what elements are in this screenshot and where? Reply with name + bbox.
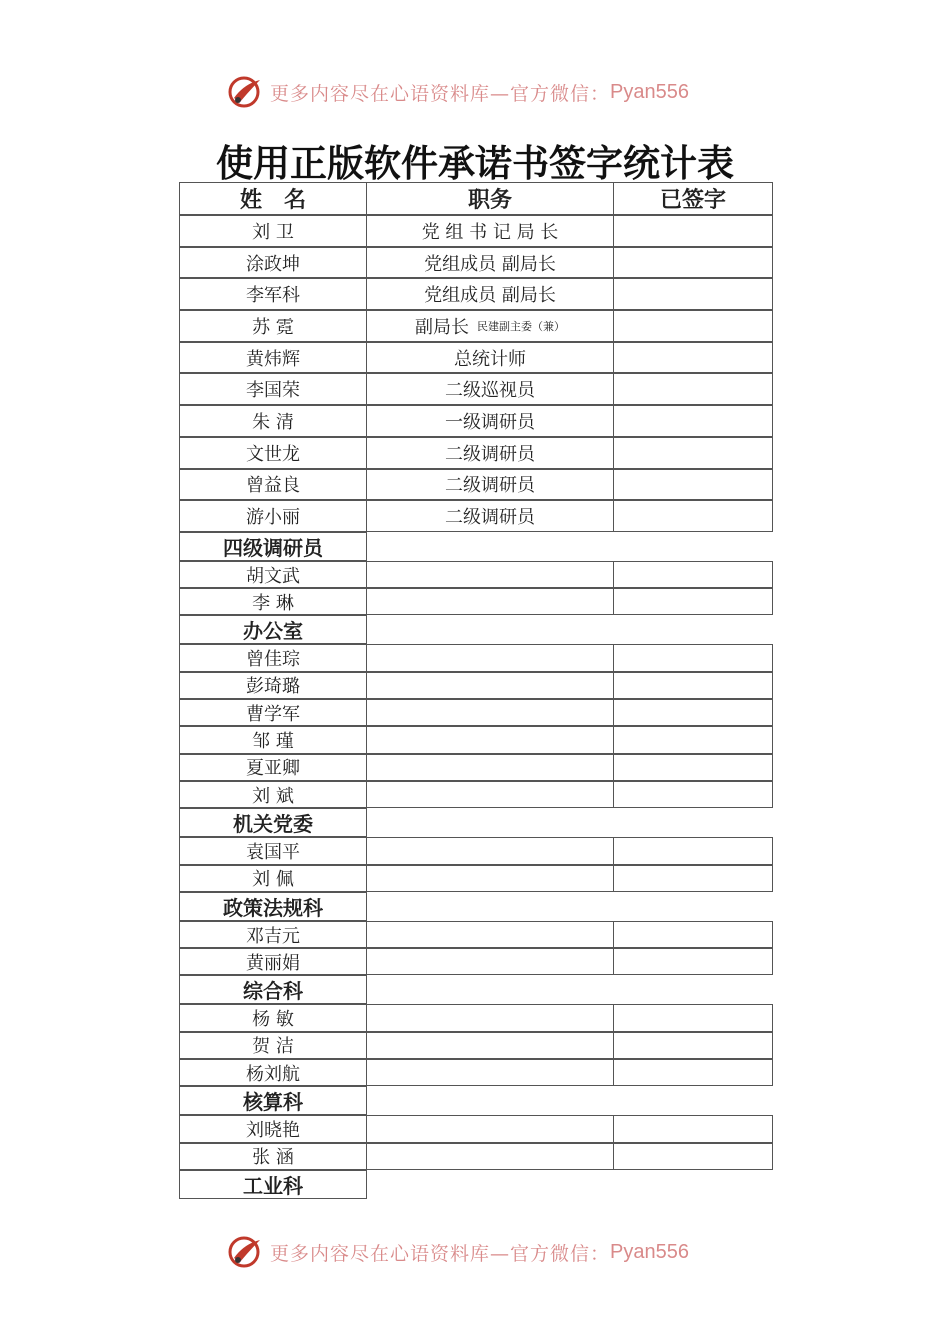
name-cell: 黄炜辉 xyxy=(179,342,367,374)
name-cell: 刘晓艳 xyxy=(179,1115,367,1142)
table-row xyxy=(179,373,773,405)
table-row xyxy=(179,588,773,615)
position-text: 副局长 xyxy=(415,316,469,338)
watermark-wechat-id: Pyan556 xyxy=(610,80,689,103)
table-row xyxy=(179,1004,773,1031)
name-cell: 刘 卫 xyxy=(179,215,367,247)
name-cell: 彭琦璐 xyxy=(179,672,367,699)
signature-cell[interactable] xyxy=(613,837,773,864)
position-cell xyxy=(366,278,614,310)
position-cell[interactable] xyxy=(366,1059,614,1086)
table-row xyxy=(179,247,773,279)
name-cell: 张 涵 xyxy=(179,1143,367,1170)
signature-cell[interactable] xyxy=(613,1032,773,1059)
section-title: 政策法规科 xyxy=(179,892,367,921)
section-heading-row xyxy=(179,1086,773,1115)
name-cell: 贺 洁 xyxy=(179,1032,367,1059)
signature-cell[interactable] xyxy=(613,754,773,781)
table-row xyxy=(179,310,773,342)
name-cell: 杨 敏 xyxy=(179,1004,367,1031)
position-cell xyxy=(366,405,614,437)
table-row xyxy=(179,278,773,310)
signature-cell[interactable] xyxy=(613,672,773,699)
signature-cell[interactable] xyxy=(613,699,773,726)
position-cell xyxy=(366,469,614,501)
position-cell[interactable] xyxy=(366,837,614,864)
table-row xyxy=(179,1059,773,1086)
signature-cell[interactable] xyxy=(613,726,773,753)
position-cell[interactable] xyxy=(366,1032,614,1059)
table-row xyxy=(179,865,773,892)
table-row xyxy=(179,342,773,374)
signature-cell[interactable] xyxy=(613,342,773,374)
position-text: 一级调研员 xyxy=(445,411,535,433)
table-row xyxy=(179,726,773,753)
position-text: 党 组 书 记 局 长 xyxy=(421,221,559,243)
watermark-top xyxy=(226,74,689,110)
signature-cell[interactable] xyxy=(613,469,773,501)
position-cell xyxy=(366,247,614,279)
signature-cell[interactable] xyxy=(613,500,773,532)
header-signed: 已签字 xyxy=(613,182,773,215)
section-heading-row xyxy=(179,892,773,921)
table-row xyxy=(179,754,773,781)
name-cell: 夏亚卿 xyxy=(179,754,367,781)
signature-cell[interactable] xyxy=(613,247,773,279)
name-cell: 涂政坤 xyxy=(179,247,367,279)
signature-cell[interactable] xyxy=(613,1115,773,1142)
position-cell xyxy=(366,437,614,469)
position-cell xyxy=(366,310,614,342)
section-heading-row xyxy=(179,808,773,837)
name-cell: 邹 瑾 xyxy=(179,726,367,753)
section-title: 核算科 xyxy=(179,1086,367,1115)
position-cell xyxy=(366,373,614,405)
section-title: 工业科 xyxy=(179,1170,367,1199)
table-row xyxy=(179,1115,773,1142)
brush-logo-icon xyxy=(226,74,266,110)
section-title: 四级调研员 xyxy=(179,532,367,561)
position-cell[interactable] xyxy=(366,588,614,615)
position-text: 党组成员 副局长 xyxy=(424,253,556,275)
page-title: 使用正版软件承诺书签字统计表 xyxy=(216,142,734,185)
table-row xyxy=(179,437,773,469)
position-cell[interactable] xyxy=(366,561,614,588)
signature-cell[interactable] xyxy=(613,865,773,892)
position-cell[interactable] xyxy=(366,644,614,671)
position-cell[interactable] xyxy=(366,1115,614,1142)
name-cell: 刘 斌 xyxy=(179,781,367,808)
signature-cell[interactable] xyxy=(613,1143,773,1170)
section-heading-row xyxy=(179,975,773,1004)
watermark-wechat-id: Pyan556 xyxy=(610,1240,689,1263)
signature-cell[interactable] xyxy=(613,437,773,469)
name-cell: 苏 霓 xyxy=(179,310,367,342)
position-cell[interactable] xyxy=(366,754,614,781)
position-text: 二级调研员 xyxy=(445,507,535,529)
position-text: 总统计师 xyxy=(454,348,526,370)
position-cell xyxy=(366,342,614,374)
table-row xyxy=(179,469,773,501)
signature-cell[interactable] xyxy=(613,644,773,671)
name-cell: 李国荣 xyxy=(179,373,367,405)
signature-cell[interactable] xyxy=(613,310,773,342)
header-name: 姓 名 xyxy=(179,182,367,215)
position-cell xyxy=(366,215,614,247)
position-cell[interactable] xyxy=(366,781,614,808)
name-cell: 曾益良 xyxy=(179,469,367,501)
name-cell: 李军科 xyxy=(179,278,367,310)
table-row xyxy=(179,644,773,671)
table-row xyxy=(179,921,773,948)
table-row xyxy=(179,1143,773,1170)
signature-cell[interactable] xyxy=(613,588,773,615)
table-row xyxy=(179,948,773,975)
table-row xyxy=(179,561,773,588)
signature-cell[interactable] xyxy=(613,1004,773,1031)
name-cell: 曹学军 xyxy=(179,699,367,726)
table-row xyxy=(179,215,773,247)
position-cell xyxy=(366,500,614,532)
position-note: 民建副主委（兼） xyxy=(477,319,565,333)
brush-logo-icon xyxy=(226,1234,266,1270)
section-title: 办公室 xyxy=(179,615,367,644)
signature-cell[interactable] xyxy=(613,278,773,310)
name-cell: 杨刘航 xyxy=(179,1059,367,1086)
table-row xyxy=(179,1032,773,1059)
signature-cell[interactable] xyxy=(613,948,773,975)
position-cell[interactable] xyxy=(366,1143,614,1170)
table-row xyxy=(179,781,773,808)
name-cell: 李 琳 xyxy=(179,588,367,615)
name-cell: 文世龙 xyxy=(179,437,367,469)
section-title: 机关党委 xyxy=(179,808,367,837)
position-cell[interactable] xyxy=(366,948,614,975)
signature-cell[interactable] xyxy=(613,405,773,437)
position-text: 二级调研员 xyxy=(445,443,535,465)
name-cell: 朱 清 xyxy=(179,405,367,437)
position-cell[interactable] xyxy=(366,672,614,699)
section-title: 综合科 xyxy=(179,975,367,1004)
table-row xyxy=(179,405,773,437)
name-cell: 胡文武 xyxy=(179,561,367,588)
position-cell[interactable] xyxy=(366,921,614,948)
signature-table xyxy=(179,182,773,1199)
position-text: 二级调研员 xyxy=(445,475,535,497)
position-text: 党组成员 副局长 xyxy=(424,285,556,307)
position-cell[interactable] xyxy=(366,699,614,726)
signature-cell[interactable] xyxy=(613,561,773,588)
position-cell[interactable] xyxy=(366,1004,614,1031)
name-cell: 游小丽 xyxy=(179,500,367,532)
position-cell[interactable] xyxy=(366,726,614,753)
name-cell: 邓吉元 xyxy=(179,921,367,948)
position-text: 二级巡视员 xyxy=(445,380,535,402)
section-heading-row xyxy=(179,532,773,561)
position-cell[interactable] xyxy=(366,865,614,892)
name-cell: 曾佳琮 xyxy=(179,644,367,671)
section-heading-row xyxy=(179,615,773,644)
signature-cell[interactable] xyxy=(613,921,773,948)
name-cell: 刘 佩 xyxy=(179,865,367,892)
watermark-bottom xyxy=(226,1234,689,1270)
name-cell: 黄丽娟 xyxy=(179,948,367,975)
table-row xyxy=(179,837,773,864)
signature-cell[interactable] xyxy=(613,373,773,405)
table-row xyxy=(179,500,773,532)
name-cell: 袁国平 xyxy=(179,837,367,864)
watermark-text: 更多内容尽在心语资料库—官方微信： xyxy=(270,82,611,105)
section-heading-row xyxy=(179,1170,773,1199)
signature-cell[interactable] xyxy=(613,781,773,808)
watermark-text: 更多内容尽在心语资料库—官方微信： xyxy=(270,1242,611,1265)
header-position: 职务 xyxy=(366,182,614,215)
table-row xyxy=(179,699,773,726)
signature-cell[interactable] xyxy=(613,1059,773,1086)
signature-cell[interactable] xyxy=(613,215,773,247)
table-row xyxy=(179,672,773,699)
